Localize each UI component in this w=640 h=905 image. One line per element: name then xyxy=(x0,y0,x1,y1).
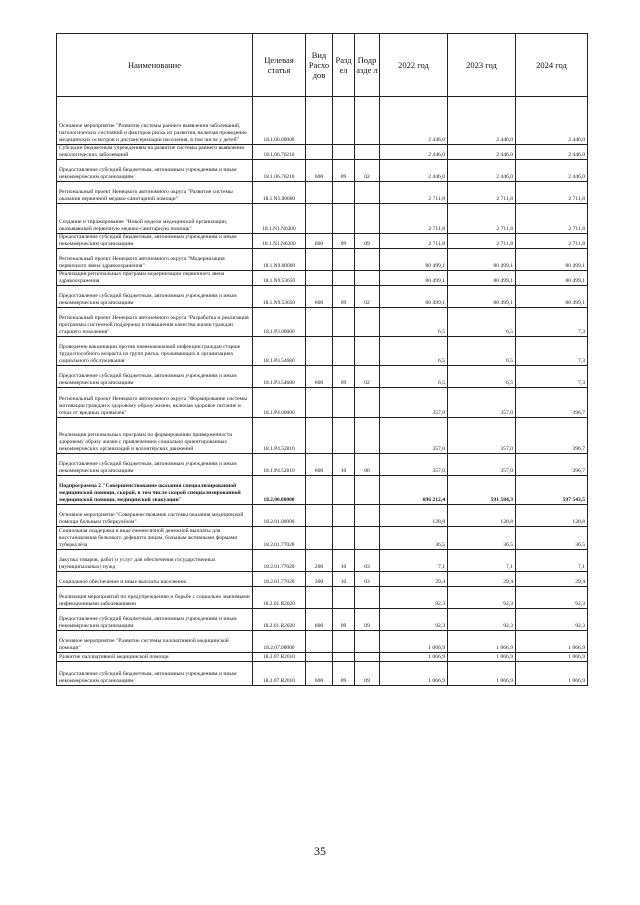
table-cell-subsection: 09 xyxy=(355,609,380,631)
table-cell-2023: 92,3 xyxy=(448,587,516,609)
table-cell-subsection xyxy=(355,587,380,609)
table-cell-2023: 6,5 xyxy=(448,366,516,388)
table-cell-type xyxy=(306,631,333,653)
table-cell-2022: 2 446,0 xyxy=(380,145,448,160)
table-cell-2023: 357,0 xyxy=(448,454,516,476)
table-cell-2022: 2 446,0 xyxy=(380,160,448,182)
table-cell-name: Региональный проект Ненецкого автономного округа "Развитие системы оказания первичной медико-санитарной помощи" xyxy=(57,182,253,204)
table-cell-2022: 6,5 xyxy=(380,308,448,337)
table-cell-name: Предоставление субсидий бюджетным, автономным учреждениям и иным некоммерческим организациям xyxy=(57,286,253,308)
table-cell-2023: 92,3 xyxy=(448,609,516,631)
table-cell-type xyxy=(306,505,333,527)
table-cell-target: 18.2.01.77020 xyxy=(253,550,306,572)
table-cell-2022: 6,5 xyxy=(380,337,448,366)
table-cell-target: 18.1.06.76210 xyxy=(253,160,306,182)
table-cell-subsection xyxy=(355,271,380,286)
table-cell-target: 18.1.P4.52810 xyxy=(253,454,306,476)
table-row xyxy=(57,609,588,631)
table-cell-subsection: 03 xyxy=(355,572,380,587)
table-cell-type xyxy=(306,97,333,145)
table-row xyxy=(57,662,588,686)
table-cell-subsection xyxy=(355,308,380,337)
table-cell-type: 300 xyxy=(306,572,333,587)
table-cell-name: Предоставление субсидий бюджетным, автономным учреждениям и иным некоммерческим организациям xyxy=(57,609,253,631)
table-cell-subsection: 06 xyxy=(355,454,380,476)
table-row xyxy=(57,182,588,204)
header-subsection: Подр азде л xyxy=(355,34,380,97)
table-cell-2022: 29,4 xyxy=(380,572,448,587)
table-cell-2022: 92,3 xyxy=(380,587,448,609)
table-cell-section: 10 xyxy=(333,454,355,476)
table-body xyxy=(57,97,588,686)
table-cell-type xyxy=(306,587,333,609)
table-cell-section: 09 xyxy=(333,366,355,388)
table-cell-2024: 2 711,8 xyxy=(516,204,588,234)
table-cell-target: 18.1.P4.00000 xyxy=(253,388,306,418)
table-cell-section xyxy=(333,631,355,653)
table-cell-target: 18.1.N9.53650 xyxy=(253,286,306,308)
table-cell-type xyxy=(306,476,333,505)
page-number: 35 xyxy=(314,844,326,858)
table-cell-2023: 1 066,9 xyxy=(448,631,516,653)
table-row xyxy=(57,286,588,308)
table-cell-name: Проведение вакцинации против пневмококковой инфекции граждан старше трудоспособного возраста из групп риска, проживающих в организациях социального обслуживания xyxy=(57,337,253,366)
table-cell-2024: 29,4 xyxy=(516,572,588,587)
table-cell-section xyxy=(333,145,355,160)
table-cell-subsection: 09 xyxy=(355,662,380,686)
table-cell-name: Основное мероприятие "Совершенствование системы оказания медицинской помощи больным туберкулёзом" xyxy=(57,505,253,527)
table-cell-type xyxy=(306,308,333,337)
table-cell-name: Закупка товаров, работ и услуг для обеспечения государственных (муниципальных) нужд xyxy=(57,550,253,572)
table-row xyxy=(57,476,588,505)
table-cell-2022: 80 499,1 xyxy=(380,286,448,308)
table-cell-name: Реализация мероприятий по предупреждению и борьбе с социально значимыми инфекционными заболеваниями xyxy=(57,587,253,609)
table-cell-type xyxy=(306,337,333,366)
table-cell-target: 18.1.06.76210 xyxy=(253,145,306,160)
table-row xyxy=(57,587,588,609)
table-cell-type: 200 xyxy=(306,550,333,572)
table-cell-type xyxy=(306,388,333,418)
table-cell-2023: 357,0 xyxy=(448,418,516,454)
table-cell-subsection xyxy=(355,505,380,527)
table-cell-2022: 696 212,4 xyxy=(380,476,448,505)
table-cell-type xyxy=(306,182,333,204)
header-2024: 2024 год xyxy=(516,34,588,97)
table-cell-section: 09 xyxy=(333,662,355,686)
table-cell-2024: 80 499,1 xyxy=(516,271,588,286)
table-cell-2023: 80 499,1 xyxy=(448,286,516,308)
table-row xyxy=(57,388,588,418)
table-cell-2022: 2 711,8 xyxy=(380,234,448,249)
table-cell-subsection xyxy=(355,97,380,145)
table-cell-2022: 7,1 xyxy=(380,550,448,572)
table-cell-target: 18.1.P3.54680 xyxy=(253,337,306,366)
table-cell-name: Социальная поддержка в виде ежемесячной денежной выплаты для восстановления белкового дефицита лицам, больным активными формами туберкулёза xyxy=(57,527,253,550)
table-row xyxy=(57,454,588,476)
table-cell-target: 18.2.00.00000 xyxy=(253,476,306,505)
table-cell-2024: 396,7 xyxy=(516,454,588,476)
table-cell-subsection xyxy=(355,631,380,653)
table-cell-2023: 2 446,0 xyxy=(448,145,516,160)
table-cell-type xyxy=(306,145,333,160)
table-cell-section xyxy=(333,505,355,527)
table-cell-subsection: 02 xyxy=(355,160,380,182)
table-cell-section xyxy=(333,249,355,271)
table-cell-target: 18.1.N1.N0200 xyxy=(253,234,306,249)
table-cell-name: Реализация региональных программ по формированию приверженности здоровому образу жизни с привлечением социально ориентированных некоммерческих организаций и волонтёрских движений xyxy=(57,418,253,454)
table-cell-2024: 128,8 xyxy=(516,505,588,527)
table-cell-section xyxy=(333,587,355,609)
table-cell-2024: 92,3 xyxy=(516,609,588,631)
table-cell-2024: 7,3 xyxy=(516,337,588,366)
table-cell-2023: 357,0 xyxy=(448,388,516,418)
table-cell-type xyxy=(306,271,333,286)
table-cell-target: 18.1.P3.54680 xyxy=(253,366,306,388)
table-row xyxy=(57,234,588,249)
table-cell-2023: 1 066,9 xyxy=(448,653,516,662)
table-cell-subsection xyxy=(355,476,380,505)
table-cell-2024: 396,7 xyxy=(516,418,588,454)
table-cell-section: 09 xyxy=(333,160,355,182)
table-row xyxy=(57,527,588,550)
table-cell-2022: 357,0 xyxy=(380,418,448,454)
table-cell-2022: 6,5 xyxy=(380,366,448,388)
table-cell-subsection xyxy=(355,337,380,366)
table-cell-name: Предоставление субсидий бюджетным, автономным учреждениям и иным некоммерческим организациям xyxy=(57,234,253,249)
table-cell-subsection xyxy=(355,418,380,454)
table-row xyxy=(57,337,588,366)
table-cell-2023: 2 446,0 xyxy=(448,97,516,145)
table-cell-2022: 2 446,0 xyxy=(380,97,448,145)
table-cell-2023: 591 584,3 xyxy=(448,476,516,505)
budget-table xyxy=(56,33,588,686)
table-cell-2023: 7,1 xyxy=(448,550,516,572)
table-cell-target: 18.2.01.00000 xyxy=(253,505,306,527)
table-cell-2024: 7,3 xyxy=(516,308,588,337)
table-cell-type xyxy=(306,418,333,454)
table-cell-2023: 80 499,1 xyxy=(448,249,516,271)
table-cell-2023: 29,4 xyxy=(448,572,516,587)
table-cell-target: 18.1.N9.53650 xyxy=(253,271,306,286)
table-cell-type: 600 xyxy=(306,160,333,182)
table-cell-2024: 7,1 xyxy=(516,550,588,572)
table-cell-2024: 1 066,9 xyxy=(516,631,588,653)
table-cell-2023: 1 066,9 xyxy=(448,662,516,686)
table-row xyxy=(57,505,588,527)
table-cell-subsection xyxy=(355,527,380,550)
table-cell-name: Субсидии бюджетным учреждениям на развитие системы раннего выявления онкологических заболеваний xyxy=(57,145,253,160)
header-target: Целевая статья xyxy=(253,34,306,97)
table-cell-2024: 2 711,8 xyxy=(516,182,588,204)
table-cell-target: 18.2.01.77020 xyxy=(253,527,306,550)
table-cell-subsection: 03 xyxy=(355,550,380,572)
table-row xyxy=(57,160,588,182)
header-name: Наименование xyxy=(57,34,253,97)
table-cell-subsection: 02 xyxy=(355,366,380,388)
table-cell-name: Предоставление субсидий бюджетным, автономным учреждениям и иным некоммерческим организациям xyxy=(57,454,253,476)
table-cell-name: Развитие паллиативной медицинской помощи xyxy=(57,653,253,662)
header-2022: 2022 год xyxy=(380,34,448,97)
table-cell-2024: 1 066,9 xyxy=(516,653,588,662)
table-row xyxy=(57,308,588,337)
table-cell-2023: 2 711,8 xyxy=(448,182,516,204)
table-cell-type: 600 xyxy=(306,286,333,308)
table-cell-target: 18.2.01.R2020 xyxy=(253,587,306,609)
table-cell-name: Региональный проект Ненецкого автономного округа "Модернизация первичного звена здравоохранения" xyxy=(57,249,253,271)
table-cell-2022: 128,8 xyxy=(380,505,448,527)
table-cell-name: Предоставление субсидий бюджетным, автономным учреждениям и иным некоммерческим организациям xyxy=(57,662,253,686)
table-cell-section xyxy=(333,182,355,204)
table-cell-2024: 396,7 xyxy=(516,388,588,418)
table-cell-name: Реализация региональных программ модернизации первичного звена здравоохранения xyxy=(57,271,253,286)
table-cell-section xyxy=(333,653,355,662)
table-cell-target: 18.1.N1.N0200 xyxy=(253,204,306,234)
table-cell-2024: 36,5 xyxy=(516,527,588,550)
table-cell-2024: 80 499,1 xyxy=(516,249,588,271)
header-type: Вид Расхо дов xyxy=(306,34,333,97)
table-cell-section: 09 xyxy=(333,286,355,308)
table-cell-section: 10 xyxy=(333,550,355,572)
table-cell-2024: 1 066,9 xyxy=(516,662,588,686)
table-cell-subsection: 02 xyxy=(355,286,380,308)
table-cell-section xyxy=(333,527,355,550)
table-cell-subsection xyxy=(355,388,380,418)
table-row xyxy=(57,631,588,653)
table-cell-name: Основное мероприятие "Развитие системы паллиативной медицинской помощи" xyxy=(57,631,253,653)
table-cell-2022: 36,5 xyxy=(380,527,448,550)
table-cell-2022: 2 711,8 xyxy=(380,204,448,234)
table-cell-2023: 6,5 xyxy=(448,308,516,337)
table-cell-2023: 2 446,0 xyxy=(448,160,516,182)
table-cell-type: 600 xyxy=(306,234,333,249)
table-cell-2022: 1 066,9 xyxy=(380,662,448,686)
table-cell-2023: 6,5 xyxy=(448,337,516,366)
table-cell-section: 09 xyxy=(333,234,355,249)
table-row xyxy=(57,418,588,454)
table-cell-name: Региональный проект Ненецкого автономного округа "Формирование системы мотивации граждан к здоровому образу жизни, включая здоровое питание и отказ от вредных привычек" xyxy=(57,388,253,418)
table-cell-2022: 80 499,1 xyxy=(380,249,448,271)
table-cell-target: 18.1.P3.00000 xyxy=(253,308,306,337)
table-cell-target: 18.2.07.R2010 xyxy=(253,662,306,686)
table-cell-2023: 80 499,1 xyxy=(448,271,516,286)
table-cell-subsection xyxy=(355,204,380,234)
table-cell-subsection xyxy=(355,653,380,662)
header-2023: 2023 год xyxy=(448,34,516,97)
table-cell-target: 18.1.P4.52810 xyxy=(253,418,306,454)
table-cell-2022: 80 499,1 xyxy=(380,271,448,286)
table-cell-name: Подпрограмма 2 "Совершенствование оказания специализированной медицинской помощи, скорой, в том числе скорой специализированной медицинской помощи, медицинской эвакуации" xyxy=(57,476,253,505)
table-cell-2024: 92,3 xyxy=(516,587,588,609)
table-cell-type xyxy=(306,204,333,234)
table-cell-target: 18.1.N1.00000 xyxy=(253,182,306,204)
table-cell-type: 600 xyxy=(306,366,333,388)
table-cell-name: Социальное обеспечение и иные выплаты населению xyxy=(57,572,253,587)
table-cell-2023: 2 711,8 xyxy=(448,234,516,249)
table-cell-target: 18.1.06.00000 xyxy=(253,97,306,145)
table-cell-2023: 128,8 xyxy=(448,505,516,527)
table-cell-type xyxy=(306,249,333,271)
table-cell-target: 18.2.07.00000 xyxy=(253,631,306,653)
table-row xyxy=(57,145,588,160)
table-cell-subsection xyxy=(355,145,380,160)
table-cell-section xyxy=(333,476,355,505)
table-row xyxy=(57,653,588,662)
table-row xyxy=(57,366,588,388)
header-section: Разд ел xyxy=(333,34,355,97)
table-cell-2024: 80 499,1 xyxy=(516,286,588,308)
table-cell-section xyxy=(333,271,355,286)
table-row xyxy=(57,572,588,587)
table-cell-name: Основное мероприятие "Развитие системы раннего выявления заболеваний, патологических состояний и факторов риска их развития, включая проведение медицинских осмотров и диспансеризации населения, в том числе у детей" xyxy=(57,97,253,145)
table-row xyxy=(57,97,588,145)
table-cell-2024: 2 446,0 xyxy=(516,97,588,145)
table-cell-target: 18.2.01.R2020 xyxy=(253,609,306,631)
table-cell-target: 18.2.01.77020 xyxy=(253,572,306,587)
table-cell-2023: 36,5 xyxy=(448,527,516,550)
table-cell-subsection xyxy=(355,182,380,204)
table-cell-2022: 357,0 xyxy=(380,454,448,476)
table-cell-type: 600 xyxy=(306,662,333,686)
header-row xyxy=(57,34,588,97)
table-cell-section xyxy=(333,418,355,454)
table-cell-2023: 2 711,8 xyxy=(448,204,516,234)
table-row xyxy=(57,249,588,271)
table-cell-2024: 597 543,5 xyxy=(516,476,588,505)
table-cell-target: 18.1.N9.00000 xyxy=(253,249,306,271)
table-cell-2022: 92,3 xyxy=(380,609,448,631)
table-cell-2022: 1 066,9 xyxy=(380,653,448,662)
table-cell-2024: 2 446,0 xyxy=(516,145,588,160)
table-cell-name: Предоставление субсидий бюджетным, автономным учреждениям и иным некоммерческим организациям xyxy=(57,366,253,388)
table-cell-2024: 7,3 xyxy=(516,366,588,388)
table-cell-section xyxy=(333,204,355,234)
table-row xyxy=(57,204,588,234)
table-cell-section xyxy=(333,388,355,418)
table-cell-type xyxy=(306,653,333,662)
table-cell-2022: 1 066,9 xyxy=(380,631,448,653)
table-cell-type: 600 xyxy=(306,454,333,476)
table-cell-subsection: 09 xyxy=(355,234,380,249)
table-cell-2024: 2 446,0 xyxy=(516,160,588,182)
table-cell-subsection xyxy=(355,249,380,271)
table-cell-2024: 2 711,8 xyxy=(516,234,588,249)
table-cell-2022: 2 711,8 xyxy=(380,182,448,204)
table-cell-type: 600 xyxy=(306,609,333,631)
table-cell-type xyxy=(306,527,333,550)
table-cell-section xyxy=(333,308,355,337)
table-cell-name: Создание и тиражирование "Новой модели медицинской организации, оказывающей первичную медико-санитарную помощь" xyxy=(57,204,253,234)
table-row xyxy=(57,271,588,286)
table-cell-section: 10 xyxy=(333,572,355,587)
table-cell-name: Региональный проект Ненецкого автономного округа "Разработка и реализация программы системной поддержки и повышения качества жизни граждан старшего поколения" xyxy=(57,308,253,337)
table-row xyxy=(57,550,588,572)
table-cell-section xyxy=(333,97,355,145)
table-cell-2022: 357,0 xyxy=(380,388,448,418)
table-cell-target: 18.2.07.R2010 xyxy=(253,653,306,662)
table-cell-name: Предоставление субсидий бюджетным, автономным учреждениям и иным некоммерческим организациям xyxy=(57,160,253,182)
table-cell-section xyxy=(333,337,355,366)
table-cell-section: 09 xyxy=(333,609,355,631)
